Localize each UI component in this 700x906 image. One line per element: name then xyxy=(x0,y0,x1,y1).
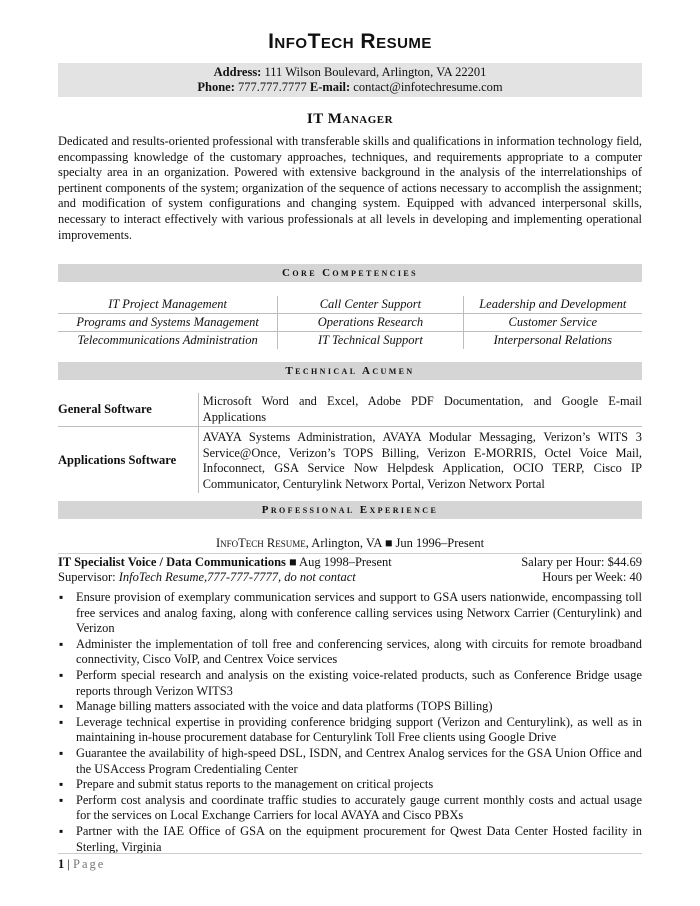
summary-paragraph: Dedicated and results-oriented professional with transferable skills and qualifications in information technology field, encompassing knowledge of the customary approaches, techniques, and requirements appropriate to a computer specialty area in an organization. Powered with extensive background in the analysis of the interrelationships of pertinent components of the system; organization of the sequence of actions necessary to accomplish the assignment; and modification of system configurations and changing system. Equipped with advanced interpersonal skills, necessary to interact effectively with various professionals at all levels in developing and implementing operational improvements. xyxy=(58,134,642,242)
bullet-icon: ▪ xyxy=(59,792,64,807)
competency-item: Call Center Support xyxy=(278,296,463,313)
company-divider xyxy=(58,553,642,554)
bullet-icon: ▪ xyxy=(59,590,64,604)
competency-item: Leadership and Development xyxy=(479,297,627,311)
duty-text: Guarantee the availability of high-speed DSL, ISDN, and Centrex Analog services for the GSA Union Office and the USAccess Program Credentialing Center xyxy=(76,745,642,776)
role-dates: Aug 1998–Present xyxy=(296,555,392,569)
tech-value: Microsoft Word and Excel, Adobe PDF Documentation, and Google E-mail Applications xyxy=(198,393,642,426)
list-item xyxy=(58,777,642,793)
list-item xyxy=(58,699,642,715)
hours-per-week: Hours per Week: 40 xyxy=(542,570,642,584)
competency-row xyxy=(58,332,642,349)
square-separator: ■ xyxy=(289,555,297,569)
company-name: InfoTech Resume xyxy=(215,536,306,550)
competency-row xyxy=(58,314,642,332)
tech-row-applications xyxy=(58,427,642,493)
competency-item: Telecommunications Administration xyxy=(58,332,278,349)
bullet-icon: ▪ xyxy=(59,745,64,760)
supervisor-line xyxy=(58,570,642,585)
list-item xyxy=(58,746,642,777)
bullet-icon: ▪ xyxy=(59,667,64,682)
phone-label: Phone: xyxy=(197,80,235,94)
role-title: IT Specialist Voice / Data Communications xyxy=(58,555,286,569)
competency-item: Interpersonal Relations xyxy=(493,333,612,347)
job-title: IT Manager xyxy=(306,111,394,127)
footer-divider xyxy=(58,853,642,854)
list-item xyxy=(58,668,642,699)
duties-list xyxy=(58,590,642,855)
page-word: Page xyxy=(73,857,106,871)
email-value: contact@infotechresume.com xyxy=(353,80,503,94)
list-item xyxy=(58,637,642,668)
tech-label: General Software xyxy=(58,402,152,416)
tech-value: AVAYA Systems Administration, AVAYA Modular Messaging, Verizon’s WITS 3 Service@Once, Verizon’s TOPS Billing, Verizon E-MORRIS, Octel Voice Mail, Infoconnect, GSA Service Now Helpdesk Application, OCIO TERP, Cisco IP Communicator, Centurylink Networx Portal, Verizon Networx Portal xyxy=(198,427,642,493)
tech-row-general xyxy=(58,393,642,427)
bullet-icon: ▪ xyxy=(59,777,64,792)
duty-text: Manage billing matters associated with the voice and data platforms (TOPS Billing) xyxy=(76,699,493,714)
competency-row xyxy=(58,296,642,314)
address-value: 111 Wilson Boulevard, Arlington, VA 22201 xyxy=(264,65,487,79)
bullet-icon: ▪ xyxy=(59,714,64,729)
tech-label: Applications Software xyxy=(58,452,177,467)
address-label: Address: xyxy=(213,65,262,79)
list-item xyxy=(58,590,642,637)
supervisor-value: InfoTech Resume,777-777-7777, do not contact xyxy=(118,570,356,584)
duty-text: Administer the implementation of toll free and conferencing services, along with circuits for remote broadband connectivity, Cisco VoIP, and Centrex Voice services xyxy=(76,636,642,667)
supervisor-label: Supervisor: xyxy=(58,570,119,584)
competency-item: Operations Research xyxy=(278,314,463,331)
duty-text: Perform special research and analysis on the existing voice-related products, such as Conference Bridge usage reports through Verizon WITS3 xyxy=(76,667,642,698)
company-line xyxy=(58,536,642,551)
duty-text: Ensure provision of exemplary communication services and support to GSA users nationwide, encompassing toll free services and analog faxing, along with conference calling services using Networx Carrier (Centurylink) and Verizon xyxy=(76,590,642,636)
bullet-icon: ▪ xyxy=(59,699,64,714)
list-item xyxy=(58,715,642,746)
phone-email-line xyxy=(58,80,642,95)
duty-text: Prepare and submit status reports to the management on critical projects xyxy=(76,777,434,792)
competency-item: IT Project Management xyxy=(58,296,278,313)
company-location: , Arlington, VA xyxy=(305,536,385,550)
page-number: 1 xyxy=(58,857,65,871)
competency-item: IT Technical Support xyxy=(278,332,463,349)
salary: Salary per Hour: $44.69 xyxy=(521,555,642,569)
professional-experience-heading: Professional Experience xyxy=(58,501,642,519)
page-footer xyxy=(58,857,105,872)
bullet-icon: ▪ xyxy=(59,636,64,651)
duty-text: Leverage technical expertise in providing conference bridging support (Verizon and Centurylink), as well as in maintaining in-house procurement database for Centurylink Toll Free clients using Google Drive xyxy=(76,714,642,745)
core-competencies-heading: Core Competencies xyxy=(58,264,642,282)
role-line xyxy=(58,555,642,570)
competency-item: Customer Service xyxy=(508,315,598,329)
square-separator: ■ xyxy=(384,536,393,550)
list-item xyxy=(58,793,642,824)
footer-separator: | xyxy=(64,857,74,871)
resume-name: InfoTech Resume xyxy=(268,30,432,53)
technical-table xyxy=(58,393,642,493)
duty-text: Perform cost analysis and coordinate traffic studies to accurately gauge current monthly costs and actual usage for the services on Local Exchange Carriers for local AVAYA and Cisco PBXs xyxy=(76,792,642,823)
list-item xyxy=(58,824,642,855)
address-line xyxy=(58,65,642,80)
competencies-grid xyxy=(58,296,642,349)
company-dates: Jun 1996–Present xyxy=(392,536,485,550)
competency-item: Programs and Systems Management xyxy=(58,314,278,331)
email-label: E-mail: xyxy=(309,80,351,94)
technical-acumen-heading: Technical Acumen xyxy=(58,362,642,380)
duty-text: Partner with the IAE Office of GSA on the equipment procurement for Qwest Data Center Hosted facility in Sterling, Virginia xyxy=(76,823,642,854)
bullet-icon: ▪ xyxy=(59,823,64,838)
phone-value: 777.777.7777 xyxy=(238,80,307,94)
